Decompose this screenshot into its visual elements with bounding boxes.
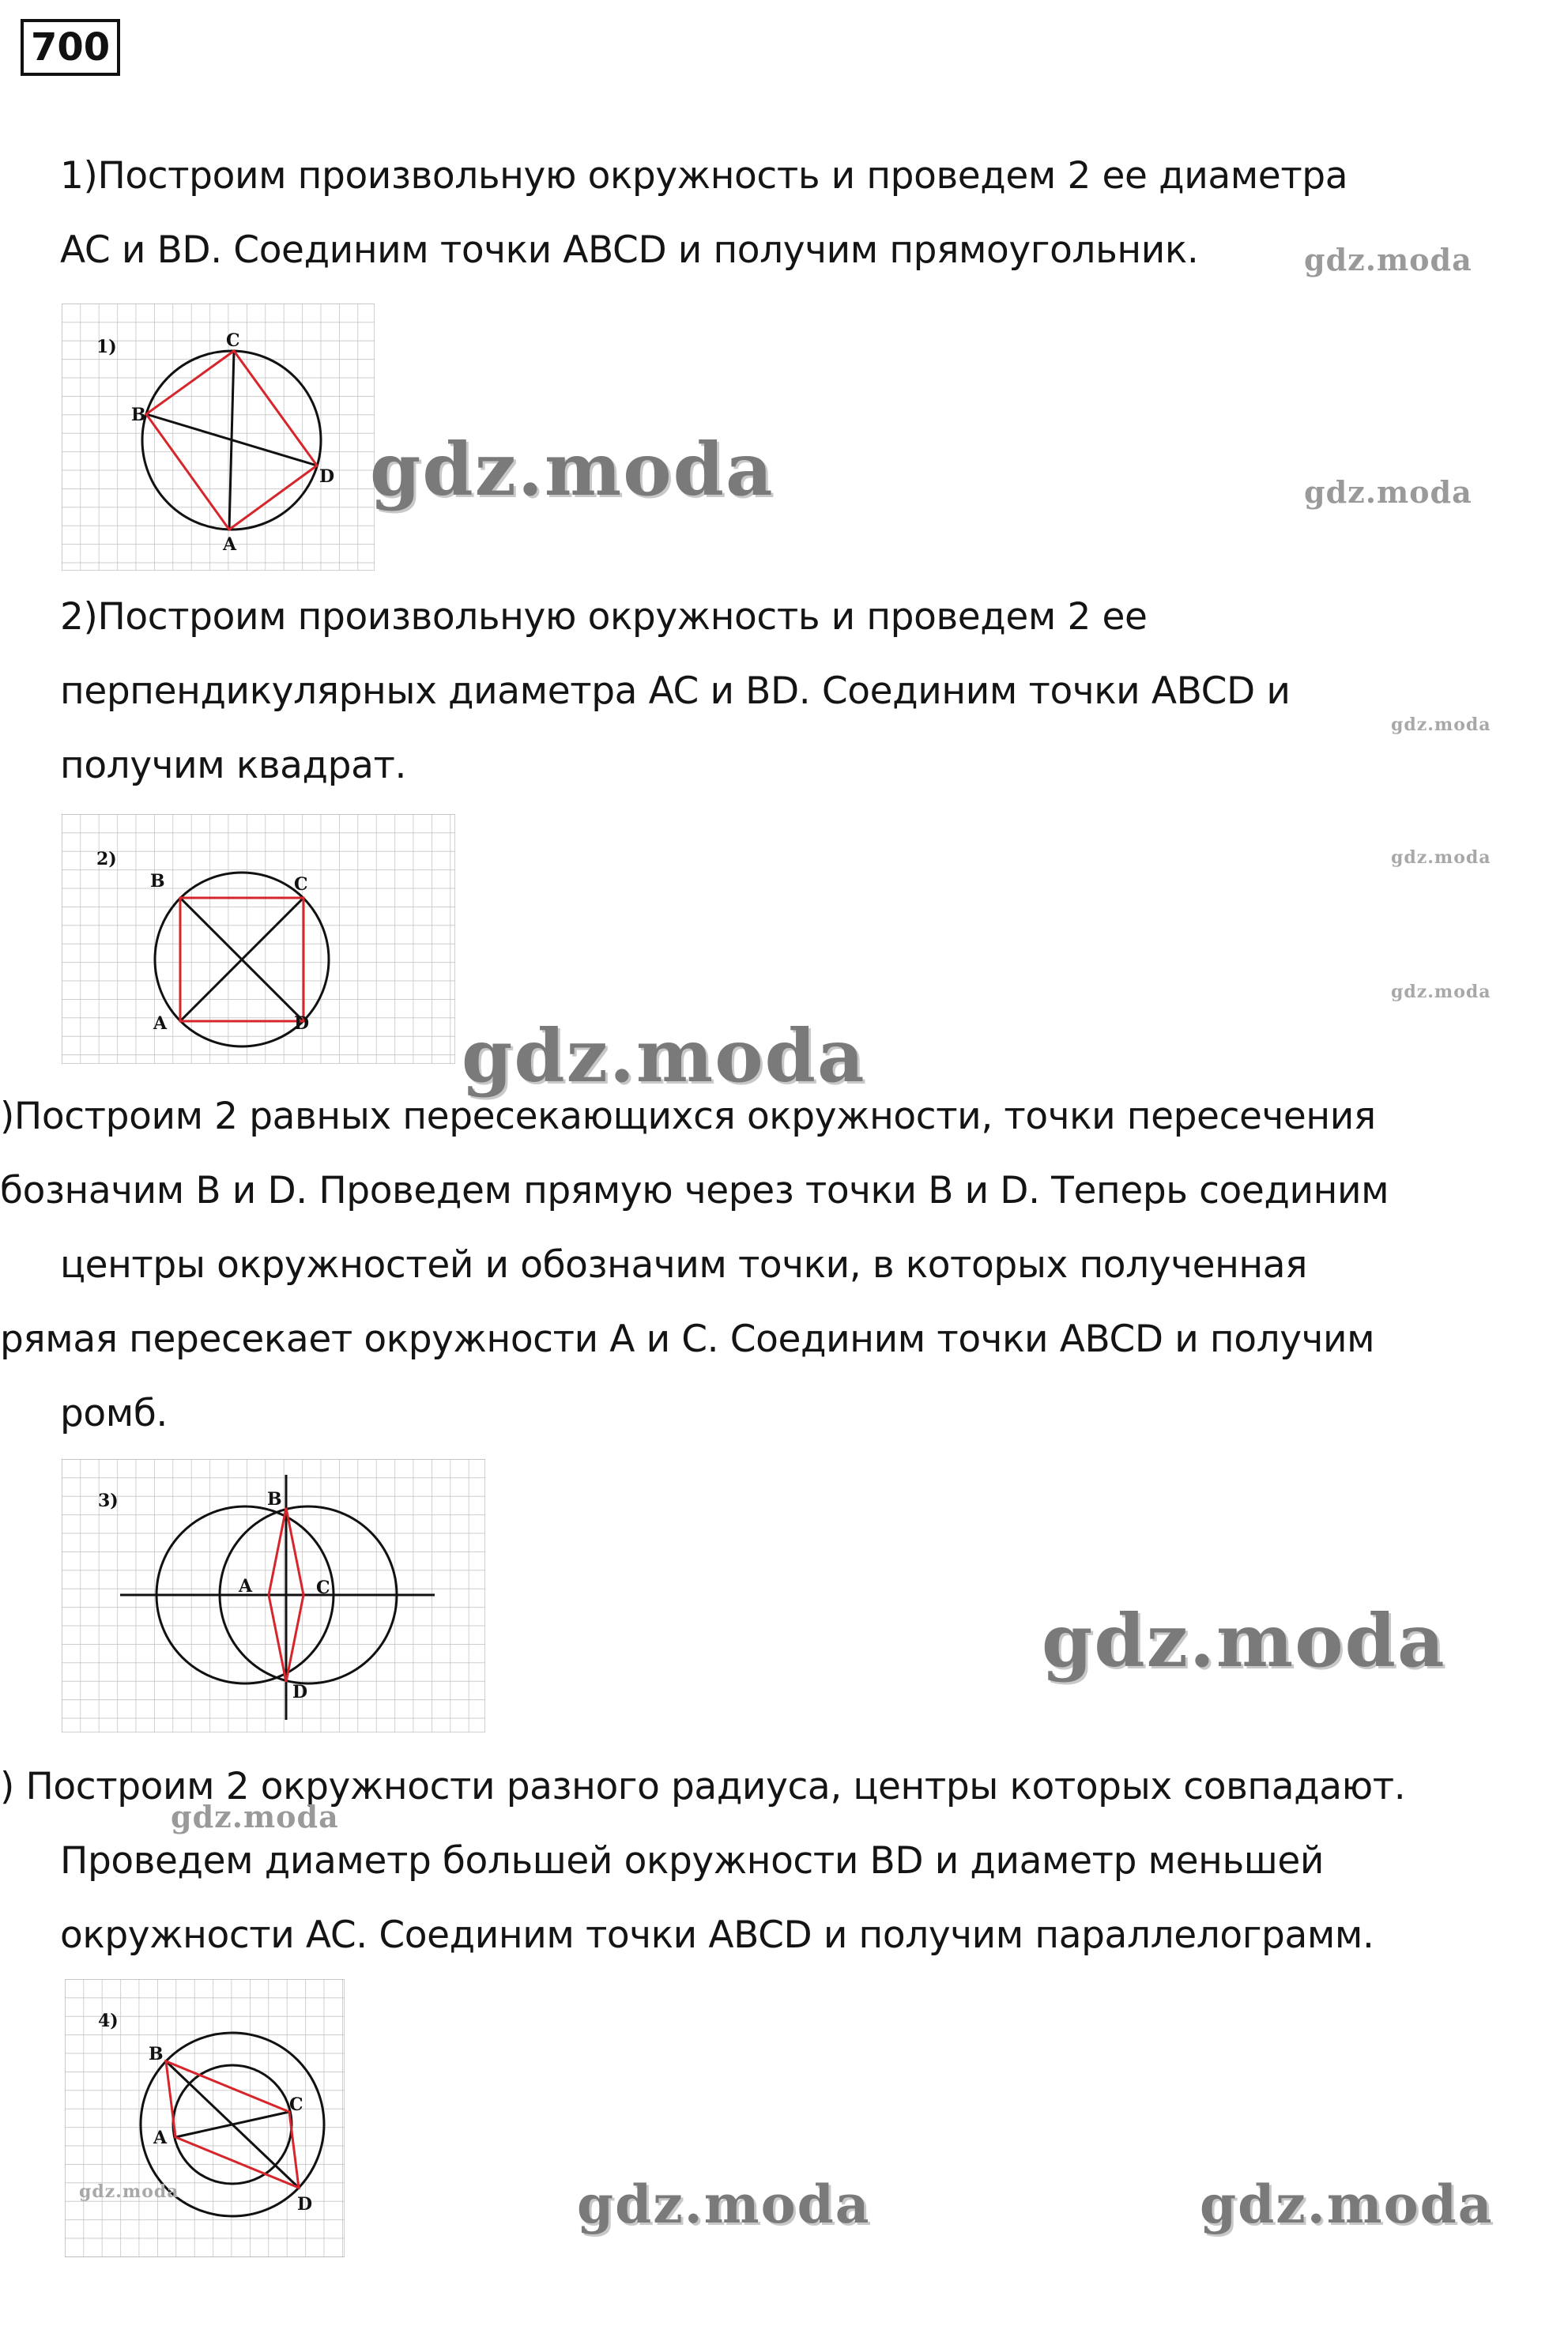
watermark: gdz.moda (1391, 982, 1491, 1002)
text-line: AC и BD. Соединим точки ABCD и получим прямоугольник. (60, 228, 1199, 272)
watermark: gdz.moda (1200, 2173, 1494, 2235)
figure-label: 2) (96, 849, 117, 869)
grid (62, 814, 455, 1064)
figure-2 (62, 814, 455, 1064)
figure-label: 3) (98, 1491, 119, 1511)
watermark: gdz.moda (79, 2181, 179, 2202)
text-line: 1)Построим произвольную окружность и проведем 2 ее диаметра (60, 154, 1348, 198)
point-c-label: C (289, 2094, 303, 2115)
section-2-text (60, 580, 1291, 803)
section-3-text (0, 1080, 1389, 1451)
point-a-label: A (239, 1576, 253, 1597)
text-line: ромб. (60, 1392, 168, 1435)
text-line: центры окружностей и обозначим точки, в которых полученная (60, 1243, 1308, 1287)
point-a-label: A (223, 534, 237, 555)
watermark: gdz.moda (171, 1799, 339, 1834)
point-b-label: B (150, 871, 165, 892)
section-4-text (0, 1750, 1405, 1973)
point-d-label: D (297, 2194, 313, 2215)
point-b-label: B (131, 405, 146, 425)
watermark: gdz.moda (1391, 714, 1491, 735)
text-line: рямая пересекает окружности A и C. Соединим точки ABCD и получим (0, 1318, 1375, 1361)
watermark: gdz.moda (577, 2173, 871, 2235)
watermark: gdz.moda (1304, 242, 1472, 277)
watermark: gdz.moda (1391, 847, 1491, 868)
point-a-label: A (153, 2128, 168, 2148)
text-line: Проведем диаметр большей окружности BD и диаметр меньшей (60, 1839, 1325, 1883)
figure-label: 4) (98, 2011, 119, 2031)
point-c-label: C (226, 330, 240, 351)
watermark: gdz.moda (1042, 1598, 1446, 1683)
figure-4 (65, 1979, 345, 2257)
text-line: получим квадрат. (60, 744, 406, 787)
point-c-label: C (294, 874, 308, 895)
section-1-text (60, 139, 1348, 288)
text-line: ) Построим 2 окружности разного радиуса, центры которых совпадают. (0, 1765, 1406, 1808)
text-line: перпендикулярных диаметра AC и BD. Соединим точки ABCD и (60, 669, 1291, 713)
point-d-label: D (294, 1013, 310, 1034)
point-d-label: D (319, 466, 335, 487)
text-line: окружности AC. Соединим точки ABCD и получим параллелограмм. (60, 1913, 1374, 1957)
figure-label: 1) (96, 337, 117, 357)
text-line: бозначим B и D. Проведем прямую через точки B и D. Теперь соединим (0, 1169, 1389, 1212)
figure-3 (62, 1459, 485, 1732)
point-b-label: B (149, 2044, 164, 2064)
watermark: gdz.moda (370, 427, 775, 512)
text-line: 2)Построим произвольную окружность и проведем 2 ее (60, 595, 1148, 639)
point-a-label: A (153, 1013, 168, 1034)
point-d-label: D (292, 1682, 308, 1702)
text-line: )Построим 2 равных пересекающихся окружности, точки пересечения (0, 1095, 1376, 1138)
task-number: 700 (21, 19, 120, 76)
watermark: gdz.moda (462, 1013, 866, 1099)
watermark: gdz.moda (1304, 474, 1472, 510)
point-c-label: C (316, 1578, 330, 1598)
figure-1 (62, 303, 375, 571)
point-b-label: B (267, 1489, 282, 1510)
